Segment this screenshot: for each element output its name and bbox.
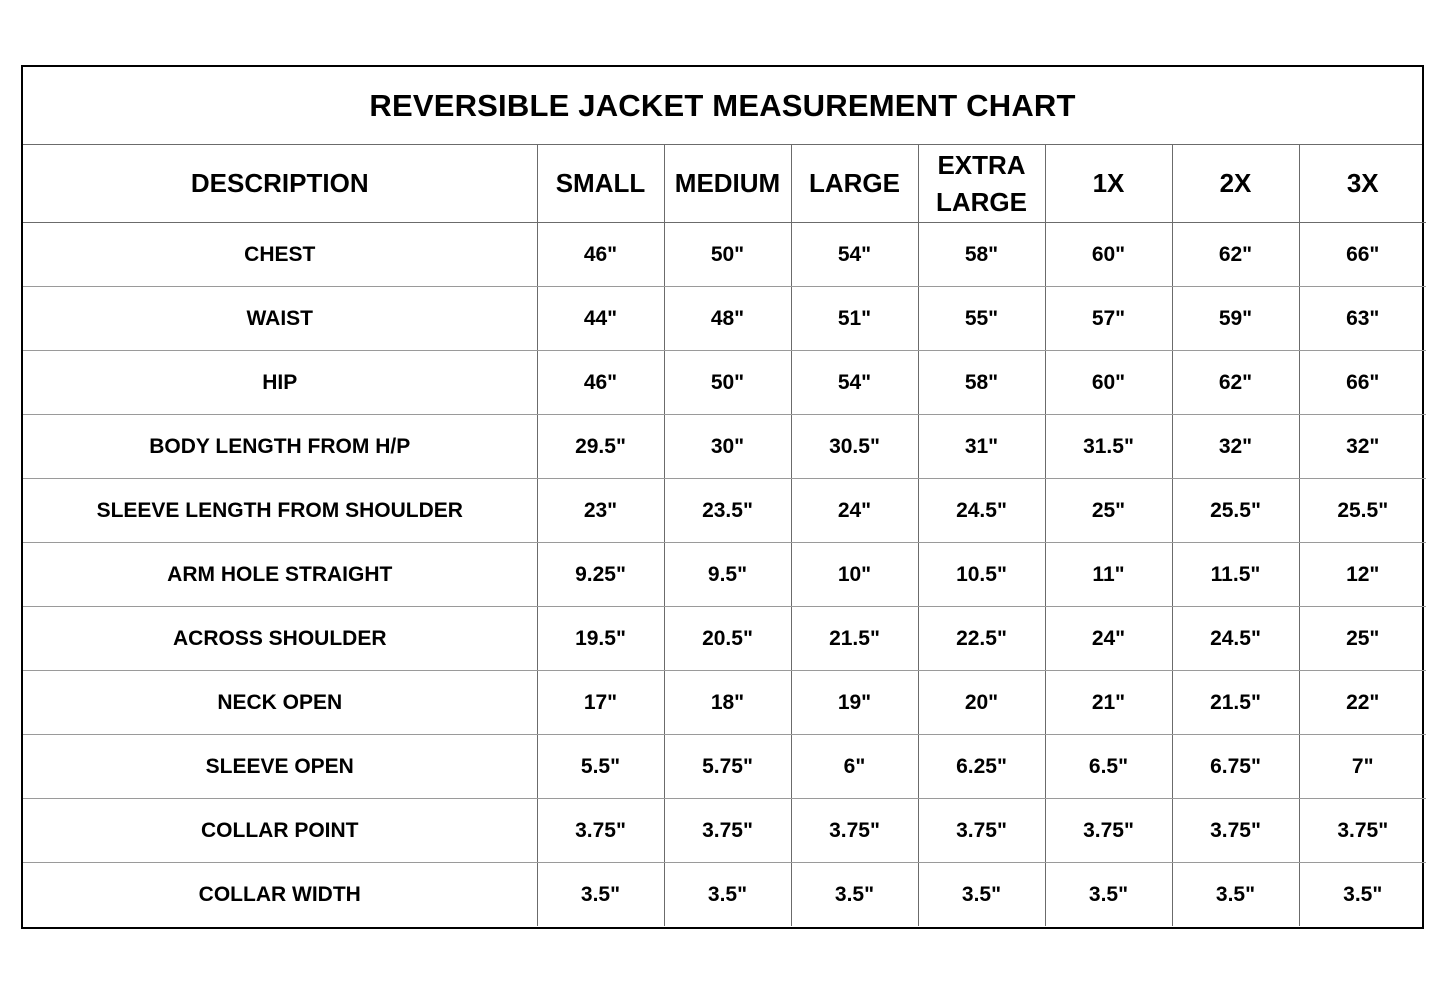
table-row [23, 671, 1426, 735]
cell-large: 54" [791, 351, 918, 415]
header-extra-large: EXTRA LARGE [918, 145, 1045, 223]
cell-small: 3.5" [537, 863, 664, 927]
measurement-chart [21, 65, 1424, 929]
cell-extra-large: 3.5" [918, 863, 1045, 927]
table-row [23, 607, 1426, 671]
cell-2x: 21.5" [1172, 671, 1299, 735]
cell-medium: 18" [664, 671, 791, 735]
cell-2x: 11.5" [1172, 543, 1299, 607]
cell-2x: 6.75" [1172, 735, 1299, 799]
cell-1x: 25" [1045, 479, 1172, 543]
cell-extra-large: 20" [918, 671, 1045, 735]
cell-medium: 50" [664, 223, 791, 287]
cell-1x: 11" [1045, 543, 1172, 607]
cell-medium: 20.5" [664, 607, 791, 671]
cell-large: 6" [791, 735, 918, 799]
cell-large: 3.75" [791, 799, 918, 863]
cell-2x: 3.75" [1172, 799, 1299, 863]
cell-medium: 50" [664, 351, 791, 415]
cell-extra-large: 22.5" [918, 607, 1045, 671]
cell-extra-large: 55" [918, 287, 1045, 351]
header-large: LARGE [791, 145, 918, 223]
cell-small: 23" [537, 479, 664, 543]
cell-medium: 48" [664, 287, 791, 351]
table-row [23, 415, 1426, 479]
cell-3x: 3.75" [1299, 799, 1426, 863]
row-label: ARM HOLE STRAIGHT [23, 543, 537, 607]
cell-3x: 25.5" [1299, 479, 1426, 543]
cell-small: 5.5" [537, 735, 664, 799]
cell-1x: 3.5" [1045, 863, 1172, 927]
cell-large: 3.5" [791, 863, 918, 927]
cell-2x: 32" [1172, 415, 1299, 479]
row-label: NECK OPEN [23, 671, 537, 735]
cell-extra-large: 24.5" [918, 479, 1045, 543]
cell-2x: 59" [1172, 287, 1299, 351]
cell-3x: 66" [1299, 223, 1426, 287]
cell-large: 30.5" [791, 415, 918, 479]
cell-large: 24" [791, 479, 918, 543]
cell-2x: 62" [1172, 223, 1299, 287]
cell-1x: 21" [1045, 671, 1172, 735]
table-row [23, 799, 1426, 863]
cell-extra-large: 58" [918, 223, 1045, 287]
cell-small: 9.25" [537, 543, 664, 607]
cell-2x: 3.5" [1172, 863, 1299, 927]
cell-3x: 7" [1299, 735, 1426, 799]
cell-large: 10" [791, 543, 918, 607]
cell-2x: 62" [1172, 351, 1299, 415]
header-small: SMALL [537, 145, 664, 223]
header-3x: 3X [1299, 145, 1426, 223]
cell-3x: 32" [1299, 415, 1426, 479]
table-row [23, 351, 1426, 415]
cell-2x: 24.5" [1172, 607, 1299, 671]
cell-small: 3.75" [537, 799, 664, 863]
header-medium: MEDIUM [664, 145, 791, 223]
cell-medium: 9.5" [664, 543, 791, 607]
cell-extra-large: 6.25" [918, 735, 1045, 799]
cell-extra-large: 3.75" [918, 799, 1045, 863]
cell-3x: 3.5" [1343, 882, 1383, 906]
row-label: HIP [23, 351, 537, 415]
cell-large: 21.5" [791, 607, 918, 671]
table-row [23, 479, 1426, 543]
cell-small: 17" [537, 671, 664, 735]
row-label: BODY LENGTH FROM H/P [23, 415, 537, 479]
table-row [23, 543, 1426, 607]
cell-3x: 12" [1299, 543, 1426, 607]
cell-2x: 25.5" [1172, 479, 1299, 543]
cell-medium: 5.75" [664, 735, 791, 799]
row-label: COLLAR WIDTH [23, 863, 537, 927]
table-row [23, 863, 1426, 927]
row-label: SLEEVE LENGTH FROM SHOULDER [23, 479, 537, 543]
row-label: ACROSS SHOULDER [23, 607, 537, 671]
cell-large: 51" [791, 287, 918, 351]
cell-1x: 57" [1045, 287, 1172, 351]
cell-3x: 25" [1299, 607, 1426, 671]
cell-medium: 30" [664, 415, 791, 479]
cell-small: 29.5" [537, 415, 664, 479]
cell-small: 19.5" [537, 607, 664, 671]
cell-small: 46" [537, 223, 664, 287]
cell-large: 19" [791, 671, 918, 735]
row-label: SLEEVE OPEN [23, 735, 537, 799]
table-row [23, 223, 1426, 287]
cell-3x: 63" [1299, 287, 1426, 351]
cell-medium: 3.75" [664, 799, 791, 863]
cell-extra-large: 31" [918, 415, 1045, 479]
cell-1x: 24" [1045, 607, 1172, 671]
cell-1x: 31.5" [1045, 415, 1172, 479]
cell-3x: 66" [1299, 351, 1426, 415]
cell-medium: 23.5" [664, 479, 791, 543]
row-label: CHEST [23, 223, 537, 287]
chart-title: REVERSIBLE JACKET MEASUREMENT CHART [369, 87, 1076, 123]
cell-3x: 22" [1299, 671, 1426, 735]
table-row [23, 287, 1426, 351]
row-label: WAIST [23, 287, 537, 351]
header-row [23, 145, 1426, 223]
table-body [23, 223, 1426, 927]
header-2x: 2X [1172, 145, 1299, 223]
cell-extra-large: 10.5" [918, 543, 1045, 607]
cell-1x: 3.75" [1045, 799, 1172, 863]
row-label: COLLAR POINT [23, 799, 537, 863]
header-description: DESCRIPTION [23, 145, 537, 223]
header-1x: 1X [1045, 145, 1172, 223]
cell-small: 46" [537, 351, 664, 415]
measurement-table [23, 145, 1426, 926]
cell-small: 44" [537, 287, 664, 351]
cell-1x: 60" [1045, 223, 1172, 287]
title-row [23, 67, 1422, 145]
cell-large: 54" [791, 223, 918, 287]
cell-1x: 6.5" [1045, 735, 1172, 799]
cell-medium: 3.5" [664, 863, 791, 927]
cell-1x: 60" [1045, 351, 1172, 415]
table-row [23, 735, 1426, 799]
cell-extra-large: 58" [918, 351, 1045, 415]
